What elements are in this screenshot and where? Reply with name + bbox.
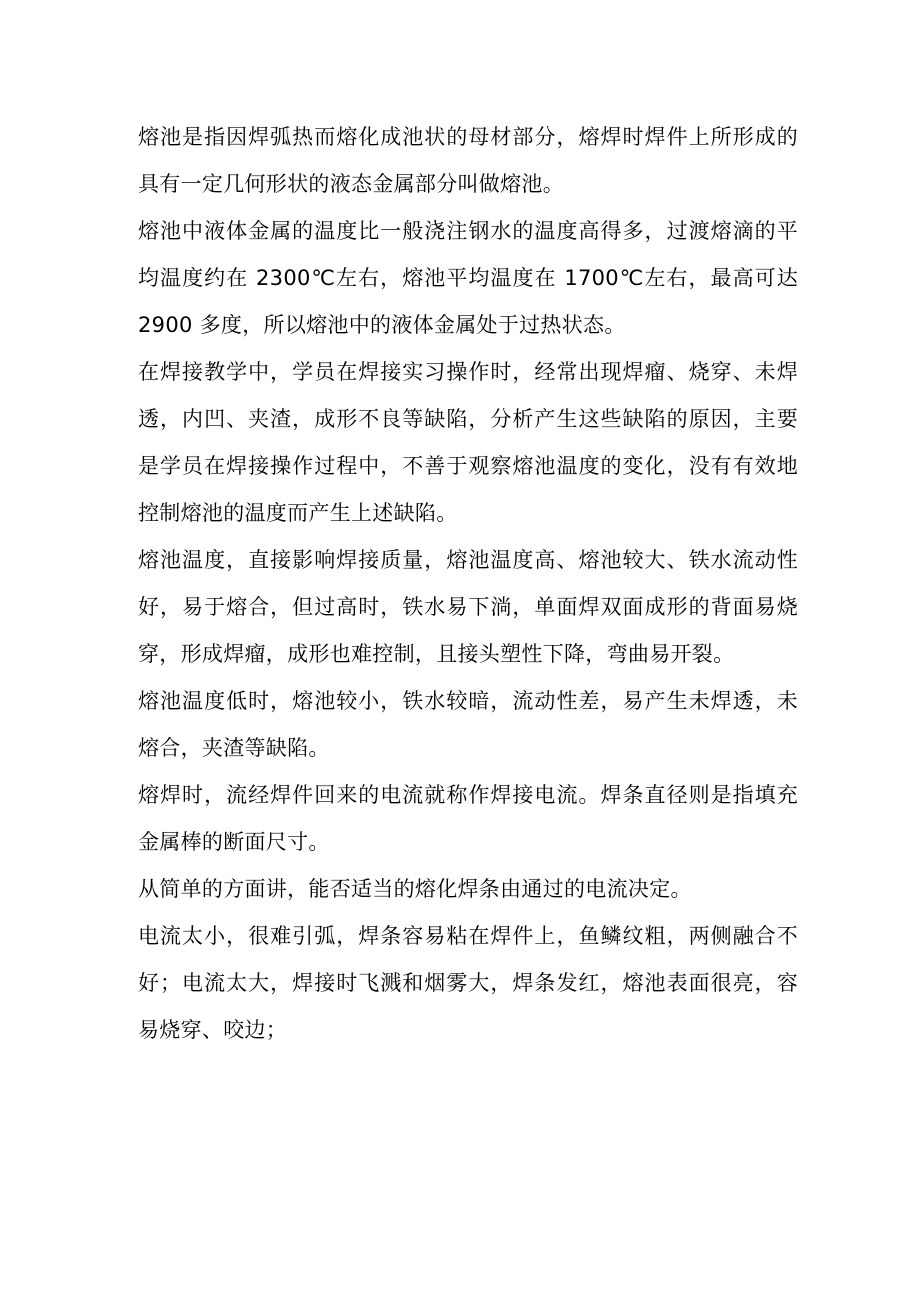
paragraph-welding-current-definition: 熔焊时，流经焊件回来的电流就称作焊接电流。焊条直径则是指填充金属棒的断面尺寸。 [138, 783, 798, 854]
paragraph-teaching-defects: 在焊接教学中，学员在焊接实习操作时，经常出现焊瘤、烧穿、未焊透，内凹、夹渣，成形不良等缺陷，分析产生这些缺陷的原因，主要是学员在焊接操作过程中，不善于观察熔池温度的变化，没有有效地控制熔池的温度而产生上述缺陷。 [138, 360, 798, 525]
document-body [138, 114, 798, 1054]
paragraph-current-too-small-large: 电流太小，很难引弧，焊条容易粘在焊件上，鱼鳞纹粗，两侧融合不好；电流太大，焊接时飞溅和烟雾大，焊条发红，熔池表面很亮，容易烧穿、咬边； [138, 924, 798, 1042]
paragraph-molten-pool-definition: 熔池是指因焊弧热而熔化成池状的母材部分，熔焊时焊件上所形成的具有一定几何形状的液态金属部分叫做熔池。 [138, 125, 798, 196]
paragraph-molten-pool-temperature: 熔池中液体金属的温度比一般浇注钢水的温度高得多，过渡熔滴的平均温度约在 2300℃左右，熔池平均温度在 1700℃左右，最高可达 2900 多度，所以熔池中的液体金属处于过热状态。 [138, 219, 798, 337]
paragraph-low-temperature-effects: 熔池温度低时，熔池较小，铁水较暗，流动性差，易产生未焊透，未熔合，夹渣等缺陷。 [138, 689, 798, 760]
paragraph-current-determines-melting: 从简单的方面讲，能否适当的熔化焊条由通过的电流决定。 [138, 877, 692, 901]
paragraph-high-temperature-effects: 熔池温度，直接影响焊接质量，熔池温度高、熔池较大、铁水流动性好，易于熔合，但过高时，铁水易下淌，单面焊双面成形的背面易烧穿，形成焊瘤，成形也难控制，且接头塑性下降，弯曲易开裂。 [138, 548, 798, 666]
